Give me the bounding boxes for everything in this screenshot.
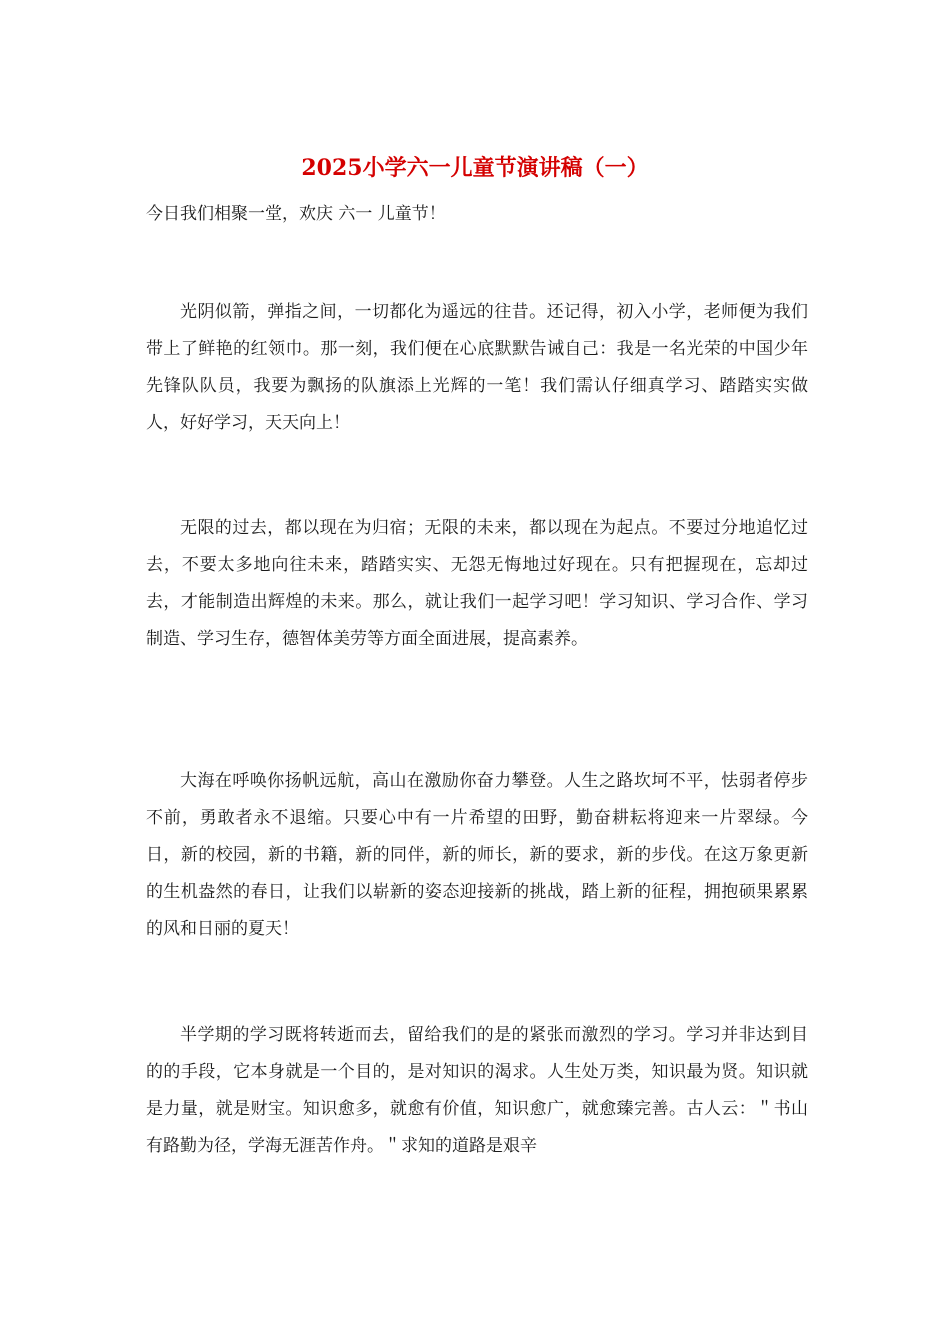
intro-line: 今日我们相聚一堂，欢庆 六一 儿童节！ [146, 204, 446, 224]
paragraph-1: 光阴似箭，弹指之间，一切都化为遥远的往昔。还记得，初入小学，老师便为我们带上了鲜艳的红领巾。那一刻，我们便在心底默默告诫自己：我是一名光荣的中国少年先锋队队员，我要为飘扬的队旗添上光辉的一笔！我们需认仔细真学习、踏踏实实做人，好好学习，天天向上！ [146, 302, 808, 433]
paragraph-3: 大海在呼唤你扬帆远航，高山在激励你奋力攀登。人生之路坎坷不平，怯弱者停步不前，勇敢者永不退缩。只要心中有一片希望的田野，勤奋耕耘将迎来一片翠绿。今日，新的校园，新的书籍，新的同伴，新的师长，新的要求，新的步伐。在这万象更新的生机盎然的春日，让我们以崭新的姿态迎接新的挑战，踏上新的征程，拥抱硕果累累的风和日丽的夏天！ [146, 771, 808, 939]
paragraph-2: 无限的过去，都以现在为归宿；无限的未来，都以现在为起点。不要过分地追忆过去，不要太多地向往未来，踏踏实实、无怨无悔地过好现在。只有把握现在，忘却过去，才能制造出辉煌的未来。那么，就让我们一起学习吧！学习知识、学习合作、学习制造、学习生存，德智体美劳等方面全面进展，提高素养。 [146, 518, 808, 649]
paragraph-4: 半学期的学习既将转逝而去，留给我们的是的紧张而激烈的学习。学习并非达到目的的手段，它本身就是一个目的，是对知识的渴求。人生处万类，知识最为贤。知识就是力量，就是财宝。知识愈多，就愈有价值，知识愈广，就愈臻完善。古人云：＂书山有路勤为径，学海无涯苦作舟。＂求知的道路是艰辛 [146, 1025, 808, 1156]
document-title: 2025小学六一儿童节演讲稿（一） [301, 155, 649, 181]
